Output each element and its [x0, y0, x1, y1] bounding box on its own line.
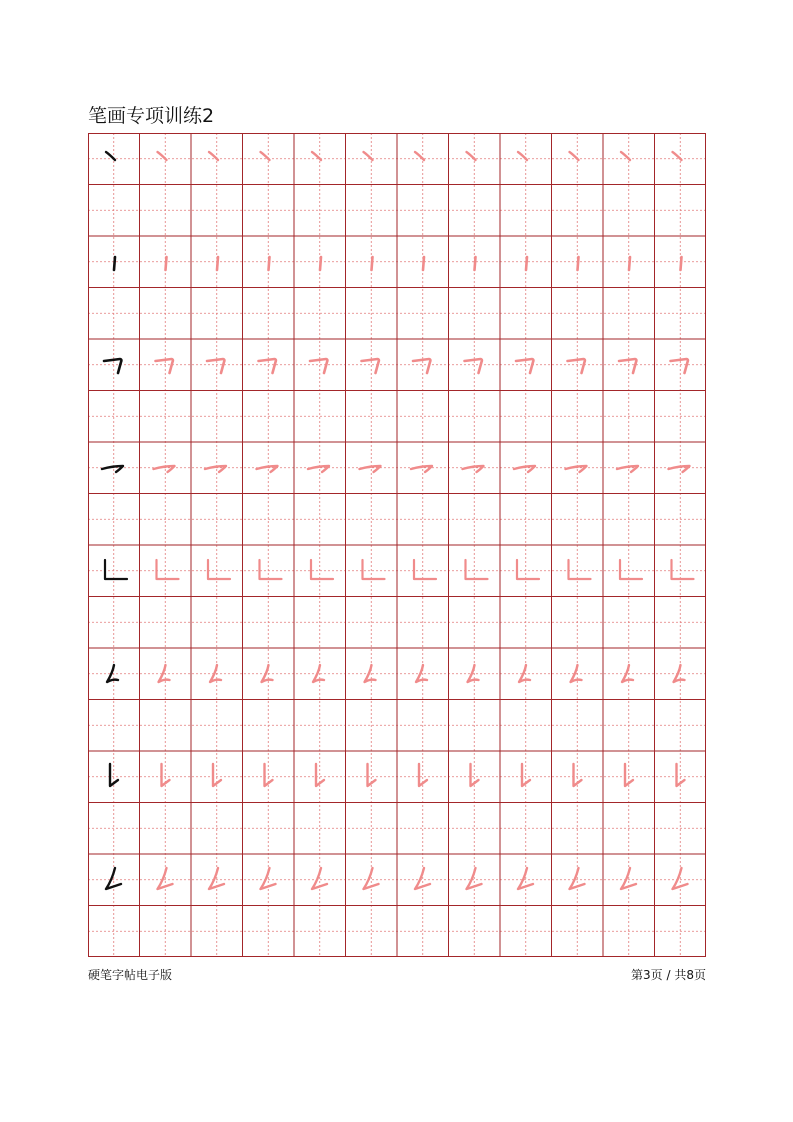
trace-stroke-shu-dian	[372, 257, 373, 270]
page-number: 第3页 / 共8页	[631, 968, 706, 982]
trace-stroke-shu-zhe	[466, 560, 488, 579]
trace-stroke-shu-dian	[475, 257, 476, 270]
trace-stroke-heng-gou	[205, 466, 226, 472]
trace-stroke-heng-gou	[669, 466, 690, 472]
trace-stroke-heng-zhe-short	[516, 359, 533, 373]
trace-stroke-heng-zhe-short	[362, 359, 379, 373]
trace-stroke-pie-dian	[210, 665, 221, 682]
model-stroke-shu-zhe	[105, 560, 127, 579]
trace-stroke-heng-zhe-short	[671, 359, 688, 373]
trace-stroke-shu-dian	[681, 257, 682, 270]
trace-stroke-shu-zhe	[363, 560, 385, 579]
model-stroke-heng-zhe-short	[104, 359, 121, 373]
trace-stroke-shu-zhe	[157, 560, 179, 579]
model-stroke-heng-gou	[102, 466, 123, 472]
trace-stroke-heng-zhe-short	[310, 359, 327, 373]
trace-stroke-shu-zhe	[672, 560, 694, 579]
trace-stroke-shu-dian	[423, 257, 424, 270]
trace-stroke-heng-zhe-short	[568, 359, 585, 373]
tianzige-grid	[88, 133, 706, 957]
page-title: 笔画专项训练2	[88, 105, 215, 127]
trace-stroke-pie-dian	[622, 665, 633, 682]
trace-stroke-shu-dian	[526, 257, 527, 270]
practice-grid-svg	[88, 133, 706, 957]
trace-stroke-heng-zhe-short	[619, 359, 636, 373]
trace-stroke-heng-gou	[257, 466, 278, 472]
trace-stroke-pie-dian	[674, 665, 685, 682]
trace-stroke-heng-gou	[154, 466, 175, 472]
trace-stroke-shu-dian	[578, 257, 579, 270]
trace-stroke-heng-zhe-short	[156, 359, 173, 373]
trace-stroke-shu-dian	[629, 257, 630, 270]
trace-stroke-heng-gou	[617, 466, 638, 472]
trace-stroke-heng-gou	[514, 466, 535, 472]
trace-stroke-shu-zhe	[569, 560, 591, 579]
model-stroke-shu-dian	[114, 257, 115, 270]
trace-stroke-heng-gou	[308, 466, 329, 472]
trace-stroke-heng-zhe-short	[465, 359, 482, 373]
trace-stroke-pie-dian	[262, 665, 273, 682]
trace-stroke-heng-gou	[463, 466, 484, 472]
trace-stroke-shu-zhe	[208, 560, 230, 579]
trace-stroke-shu-zhe	[517, 560, 539, 579]
trace-stroke-shu-zhe	[414, 560, 436, 579]
footer-label: 硬笔字帖电子版	[88, 968, 173, 982]
trace-stroke-shu-dian	[166, 257, 167, 270]
trace-stroke-pie-dian	[313, 665, 324, 682]
trace-stroke-heng-gou	[411, 466, 432, 472]
trace-stroke-shu-zhe	[311, 560, 333, 579]
trace-stroke-heng-zhe-short	[413, 359, 430, 373]
trace-stroke-shu-zhe	[260, 560, 282, 579]
trace-stroke-heng-zhe-short	[259, 359, 276, 373]
trace-stroke-heng-gou	[360, 466, 381, 472]
trace-stroke-shu-dian	[269, 257, 270, 270]
trace-stroke-shu-zhe	[620, 560, 642, 579]
trace-stroke-shu-dian	[217, 257, 218, 270]
trace-stroke-shu-dian	[320, 257, 321, 270]
trace-stroke-heng-gou	[566, 466, 587, 472]
trace-stroke-heng-zhe-short	[207, 359, 224, 373]
